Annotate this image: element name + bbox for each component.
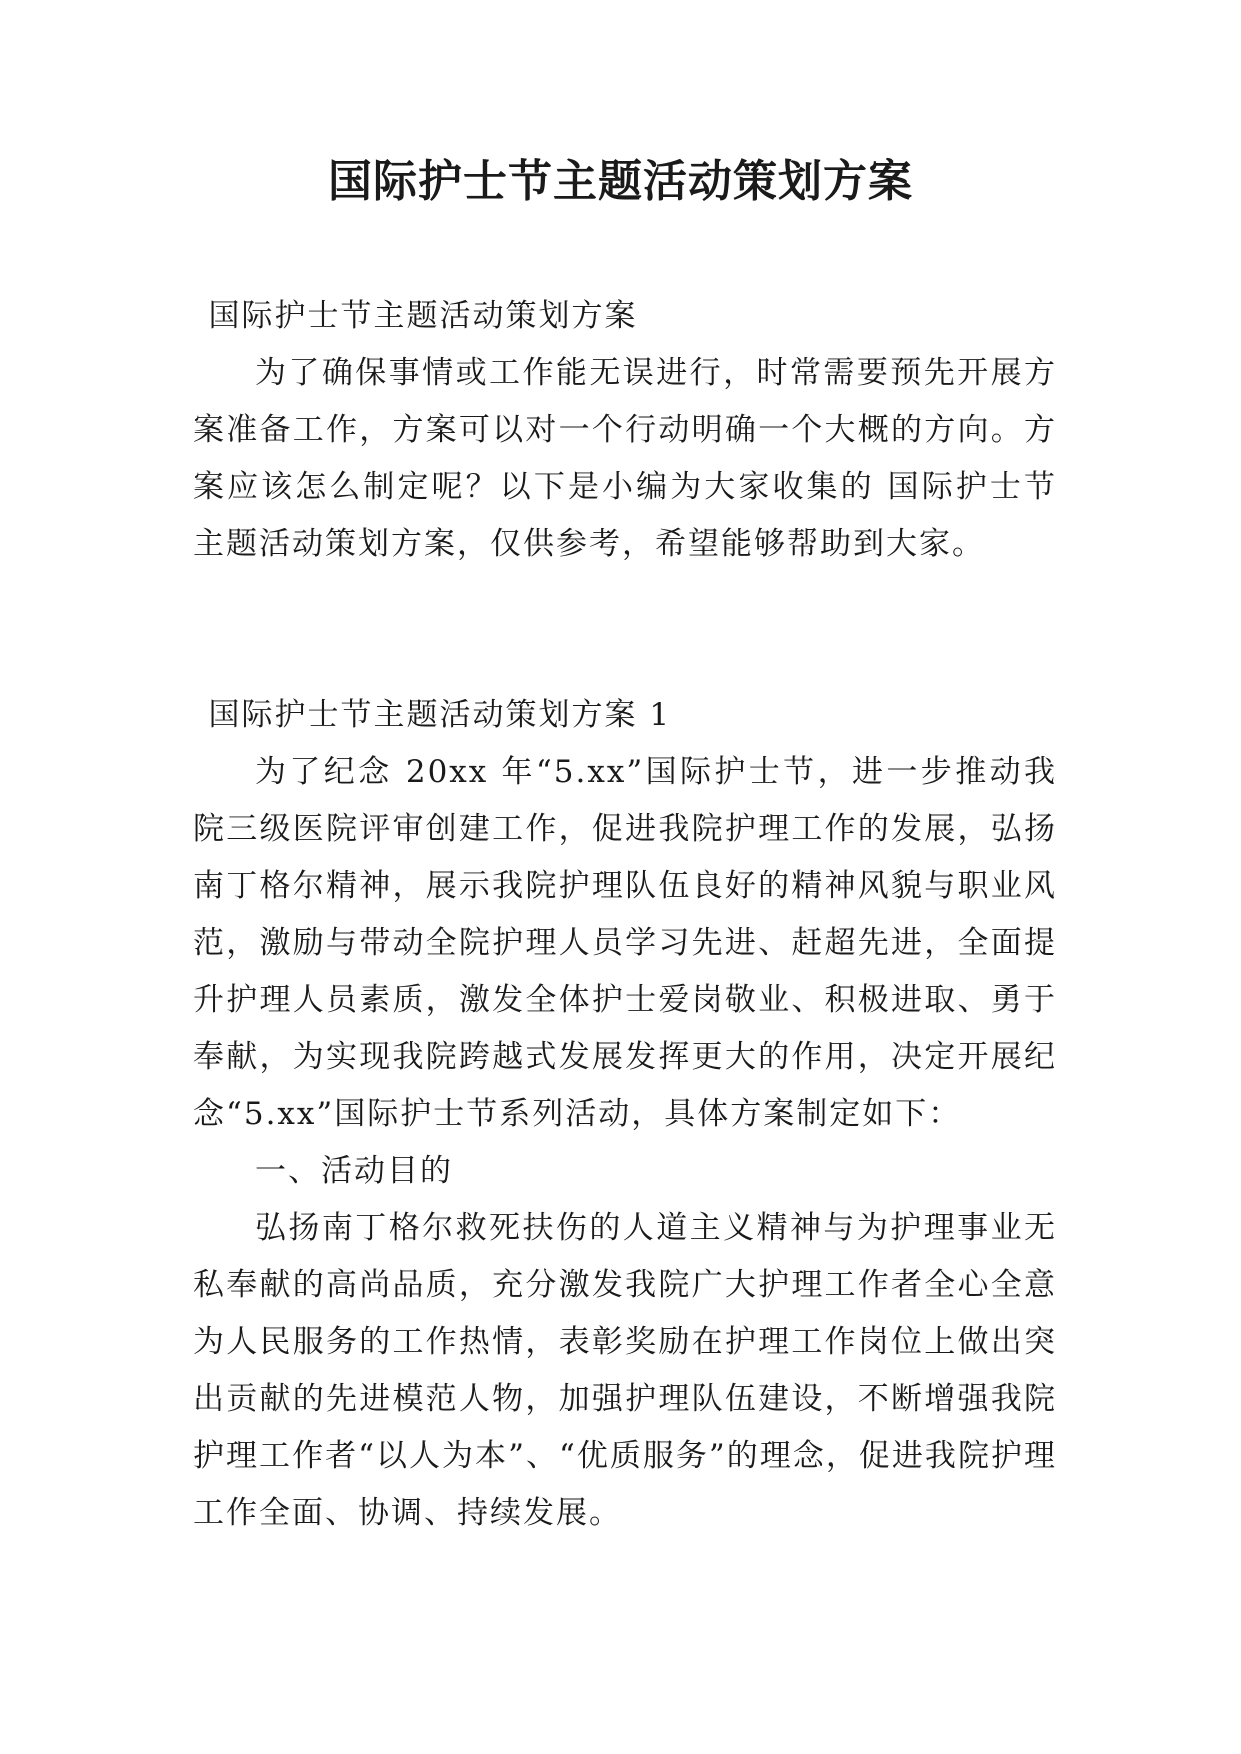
intro-heading: 国际护士节主题活动策划方案	[208, 298, 638, 334]
section-gap	[193, 573, 1057, 687]
section1-paragraph: 弘扬南丁格尔救死扶伤的人道主义精神与为护理事业无私奉献的高尚品质，充分激发我院广大护理工作者全心全意为人民服务的工作热情，表彰奖励在护理工作岗位上做出突出贡献的先进模范人物，加强护理队伍建设，不断增强我院护理工作者“以人为本”、“优质服务”的理念，促进我院护理工作全面、协调、持续发展。	[193, 1210, 1057, 1531]
plan1-paragraph: 为了纪念 20xx 年“5.xx”国际护士节，进一步推动我院三级医院评审创建工作，促进我院护理工作的发展，弘扬南丁格尔精神，展示我院护理队伍良好的精神风貌与职业风范，激励与带动全院护理人员学习先进、赶超先进，全面提升护理人员素质，激发全体护士爱岗敬业、积极进取、勇于奉献，为实现我院跨越式发展发挥更大的作用，决定开展纪念“5.xx”国际护士节系列活动，具体方案制定如下：	[193, 754, 1057, 1132]
section1-heading: 一、活动目的	[255, 1153, 453, 1189]
plan1-heading: 国际护士节主题活动策划方案 1	[208, 697, 672, 733]
document-title: 国际护士节主题活动策划方案	[328, 156, 913, 207]
document-body	[193, 288, 1057, 1542]
intro-paragraph: 为了确保事情或工作能无误进行，时常需要预先开展方案准备工作，方案可以对一个行动明确一个大概的方向。方案应该怎么制定呢？以下是小编为大家收集的 国际护士节主题活动策划方案，仅供参考，希望能够帮助到大家。	[193, 355, 1057, 562]
